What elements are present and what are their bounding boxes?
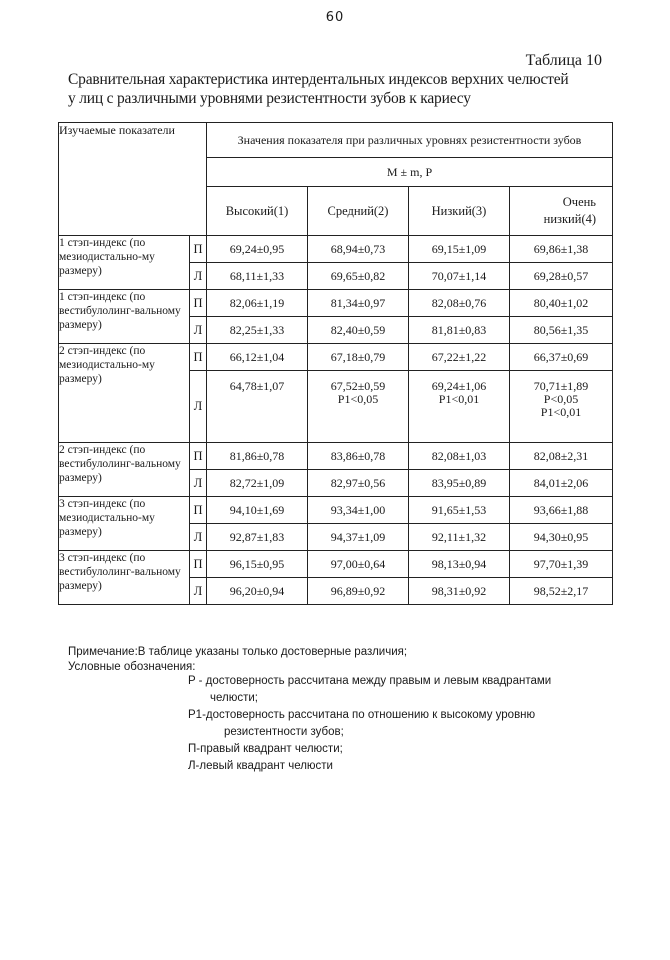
value-cell [409, 470, 510, 497]
value-text: 98,13±0,94 [431, 556, 487, 571]
value-cell [207, 371, 308, 443]
value-text: 69,24±0,95 [229, 241, 285, 256]
value-cell [207, 290, 308, 317]
caption-line-2: у лиц с различными уровнями резистентности зубов к кариесу [68, 90, 471, 107]
value-cell [510, 524, 613, 551]
value-text: 69,65±0,82 [330, 268, 386, 283]
value-cell [207, 551, 308, 578]
value-text: 82,40±0,59 [330, 322, 386, 337]
value-text: 82,08±1,03 [431, 448, 487, 463]
value-text: 68,94±0,73 [330, 241, 386, 256]
quadrant-label: Л [190, 578, 207, 605]
value-text: 93,34±1,00 [330, 502, 386, 517]
table-row [59, 344, 613, 371]
value-cell [409, 578, 510, 605]
value-text: 67,52±0,59 [330, 379, 386, 393]
value-cell [409, 263, 510, 290]
value-text: 67,22±1,22 [431, 349, 487, 364]
value-text: 92,87±1,83 [229, 529, 285, 544]
value-text: 69,86±1,38 [533, 241, 589, 256]
value-cell [207, 578, 308, 605]
table-row [59, 551, 613, 578]
value-cell [510, 290, 613, 317]
value-cell [207, 470, 308, 497]
quadrant-label: Л [190, 263, 207, 290]
value-text: 81,86±0,78 [229, 448, 285, 463]
value-cell [409, 497, 510, 524]
legend-right-quadrant: П-правый квадрант челюсти; [188, 743, 343, 755]
table-row [59, 443, 613, 470]
value-text: 82,25±1,33 [229, 322, 285, 337]
legend-left-quadrant: Л-левый квадрант челюсти [188, 760, 333, 772]
value-cell [308, 317, 409, 344]
header-level-very-low: Очень низкий(4) [510, 187, 613, 236]
table-caption [68, 70, 628, 108]
table-row [59, 497, 613, 524]
significance-text: P1<0,01 [540, 405, 582, 419]
value-text: 96,15±0,95 [229, 556, 285, 571]
header-values: Значения показателя при различных уровнях резистентности зубов [207, 123, 613, 158]
value-text: 69,28±0,57 [533, 268, 589, 283]
value-text: 66,37±0,69 [533, 349, 589, 364]
significance-text: P<0,05 [543, 392, 579, 406]
value-cell [308, 578, 409, 605]
quadrant-label: П [190, 443, 207, 470]
value-text: 82,72±1,09 [229, 475, 285, 490]
value-text: 83,95±0,89 [431, 475, 487, 490]
significance-text: P1<0,01 [438, 392, 480, 406]
value-cell [409, 371, 510, 443]
header-level-medium: Средний(2) [308, 187, 409, 236]
value-cell [409, 551, 510, 578]
value-text: 68,11±1,33 [229, 268, 285, 283]
value-text: 82,97±0,56 [330, 475, 386, 490]
header-level-high: Высокий(1) [207, 187, 308, 236]
note [68, 645, 628, 675]
value-cell [409, 524, 510, 551]
value-cell [207, 443, 308, 470]
value-cell [308, 371, 409, 443]
value-cell [308, 290, 409, 317]
value-cell [308, 344, 409, 371]
value-text: 70,71±1,89 [533, 379, 589, 393]
value-text: 82,08±2,31 [533, 448, 589, 463]
value-text: 84,01±2,06 [533, 475, 589, 490]
note-text: Примечание:В таблице указаны только достоверные различия; [68, 646, 408, 658]
legend-title: Условные обозначения: [68, 661, 196, 673]
table-row [59, 236, 613, 263]
header-level-low: Низкий(3) [409, 187, 510, 236]
value-cell [308, 524, 409, 551]
value-text: 97,00±0,64 [330, 556, 386, 571]
indicator-name: 3 стэп-индекс (по мезиодистально-му размеру) [59, 497, 190, 551]
value-text: 66,12±1,04 [229, 349, 285, 364]
indicator-name: 1 стэп-индекс (по вестибулолинг-вальному размеру) [59, 290, 190, 344]
value-cell [308, 443, 409, 470]
value-cell [207, 236, 308, 263]
value-cell [510, 344, 613, 371]
value-cell [308, 497, 409, 524]
value-cell [308, 470, 409, 497]
value-text: 96,89±0,92 [330, 583, 386, 598]
legend-p1-line1: P1-достоверность рассчитана по отношению к высокому уровню [188, 709, 536, 721]
value-cell [409, 344, 510, 371]
quadrant-label: П [190, 236, 207, 263]
indicator-name: 2 стэп-индекс (по мезиодистально-му размеру) [59, 344, 190, 443]
header-mtp: M ± m, P [207, 158, 613, 187]
value-cell [510, 470, 613, 497]
value-cell [409, 317, 510, 344]
quadrant-label: П [190, 497, 207, 524]
value-cell [409, 290, 510, 317]
page-number: 60 [325, 10, 345, 25]
significance-text: P1<0,05 [337, 392, 379, 406]
quadrant-label: Л [190, 524, 207, 551]
value-text: 98,52±2,17 [533, 583, 589, 598]
value-text: 92,11±1,32 [431, 529, 487, 544]
legend [188, 673, 608, 775]
legend-p-line1: P - достоверность рассчитана между правым и левым квадрантами [188, 675, 552, 687]
value-cell [510, 317, 613, 344]
value-cell [510, 578, 613, 605]
value-text: 81,81±0,83 [431, 322, 487, 337]
value-text: 94,37±1,09 [330, 529, 386, 544]
indicator-name: 3 стэп-индекс (по вестибулолинг-вальному размеру) [59, 551, 190, 605]
value-cell [510, 371, 613, 443]
value-text: 82,08±0,76 [431, 295, 487, 310]
value-cell [308, 263, 409, 290]
value-text: 94,10±1,69 [229, 502, 285, 517]
quadrant-label: П [190, 290, 207, 317]
quadrant-label: П [190, 344, 207, 371]
legend-p-line2: челюсти; [210, 692, 258, 704]
value-text: 69,15±1,09 [431, 241, 487, 256]
value-text: 96,20±0,94 [229, 583, 285, 598]
value-text: 80,56±1,35 [533, 322, 589, 337]
value-cell [207, 344, 308, 371]
value-text: 83,86±0,78 [330, 448, 386, 463]
quadrant-label: Л [190, 470, 207, 497]
value-cell [207, 263, 308, 290]
indicator-name: 1 стэп-индекс (по мезиодистально-му размеру) [59, 236, 190, 290]
value-cell [207, 497, 308, 524]
value-text: 82,06±1,19 [229, 295, 285, 310]
data-table [58, 122, 613, 605]
value-cell [510, 263, 613, 290]
value-cell [510, 551, 613, 578]
value-cell [409, 236, 510, 263]
legend-p1-line2: резистентности зубов; [224, 726, 344, 738]
value-text: 67,18±0,79 [330, 349, 386, 364]
value-cell [207, 317, 308, 344]
indicator-name: 2 стэп-индекс (по вестибулолинг-вальному размеру) [59, 443, 190, 497]
value-cell [308, 236, 409, 263]
value-cell [308, 551, 409, 578]
value-text: 81,34±0,97 [330, 295, 386, 310]
value-cell [510, 497, 613, 524]
quadrant-label: П [190, 551, 207, 578]
value-text: 98,31±0,92 [431, 583, 487, 598]
quadrant-label: Л [190, 317, 207, 344]
value-text: 93,66±1,88 [533, 502, 589, 517]
value-text: 91,65±1,53 [431, 502, 487, 517]
value-cell [510, 443, 613, 470]
value-text: 69,24±1,06 [431, 379, 487, 393]
quadrant-label: Л [190, 371, 207, 443]
value-text: 70,07±1,14 [431, 268, 487, 283]
value-text: 97,70±1,39 [533, 556, 589, 571]
value-cell [409, 443, 510, 470]
table-label: Таблица 10 [525, 52, 602, 69]
value-cell [207, 524, 308, 551]
value-text: 80,40±1,02 [533, 295, 589, 310]
value-text: 94,30±0,95 [533, 529, 589, 544]
header-indicator: Изучаемые показатели [59, 123, 207, 236]
caption-line-1: Сравнительная характеристика интердентальных индексов верхних челюстей [68, 71, 569, 88]
value-text: 64,78±1,07 [229, 379, 285, 393]
value-cell [510, 236, 613, 263]
table-row [59, 290, 613, 317]
